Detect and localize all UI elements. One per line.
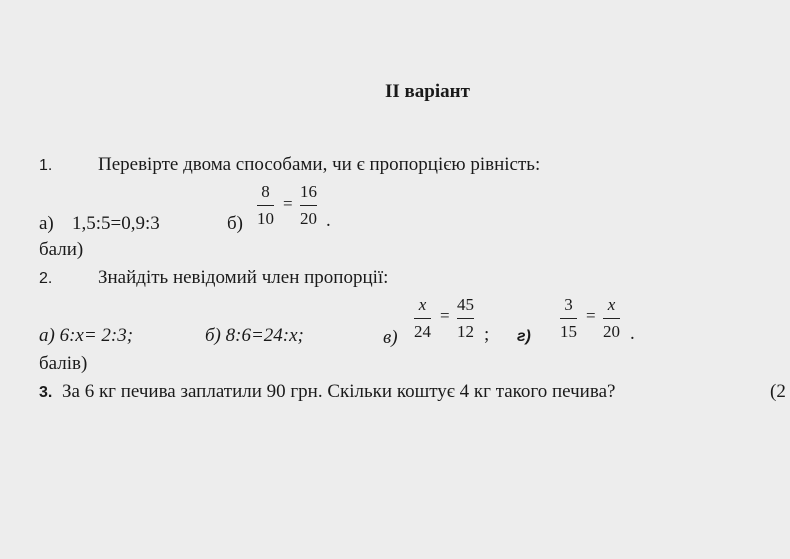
task1-b-equals: =: [283, 194, 293, 213]
task2-v-end: ;: [484, 324, 490, 345]
task1-b-end: .: [326, 210, 331, 231]
task1-b-fraction-left: [257, 183, 274, 227]
task3-number: 3.: [39, 384, 53, 401]
task2-g-fraction-left: [560, 296, 577, 340]
fraction-denominator: 24: [414, 322, 431, 341]
fraction-bar: [257, 205, 274, 206]
task1-b-fraction-right: [300, 183, 317, 227]
page-title: II варіант: [385, 81, 470, 102]
task2-v-fraction-right: [457, 296, 474, 340]
task2-v-label: в): [383, 327, 398, 348]
fraction-numerator: 8: [261, 182, 270, 201]
task1-points: бали): [39, 239, 84, 260]
task2-g-label: г): [517, 328, 531, 345]
fraction-denominator: 20: [300, 209, 317, 228]
task1-a-expression: 1,5:5=0,9:3: [72, 213, 160, 234]
fraction-bar: [300, 205, 317, 206]
task2-b-expression: б) 8:6=24:х;: [205, 325, 304, 346]
fraction-numerator: 45: [457, 295, 474, 314]
task2-v-equals: =: [440, 306, 450, 325]
task2-number: 2.: [39, 270, 53, 287]
task1-number: 1.: [39, 157, 53, 174]
fraction-denominator: 10: [257, 209, 274, 228]
task2-text: Знайдіть невідомий член пропорції:: [98, 267, 389, 288]
fraction-numerator: 16: [300, 182, 317, 201]
fraction-denominator: 12: [457, 322, 474, 341]
task2-points: балів): [39, 353, 88, 374]
fraction-numerator: 3: [564, 295, 573, 314]
task3-text: За 6 кг печива заплатили 90 грн. Скільки коштує 4 кг такого печива?: [62, 381, 616, 402]
fraction-numerator: x: [607, 295, 616, 314]
fraction-bar: [603, 318, 620, 319]
task1-b-label: б): [227, 213, 243, 234]
fraction-numerator: x: [418, 295, 427, 314]
task2-v-fraction-left: [414, 296, 431, 340]
task2-g-fraction-right: [603, 296, 620, 340]
fraction-bar: [457, 318, 474, 319]
task2-a-expression: а) 6:х= 2:3;: [39, 325, 134, 346]
task1-a-label: а): [39, 213, 54, 234]
task2-g-equals: =: [586, 306, 596, 325]
fraction-denominator: 15: [560, 322, 577, 341]
task3-points: (2: [770, 381, 786, 402]
fraction-denominator: 20: [603, 322, 620, 341]
fraction-bar: [560, 318, 577, 319]
task2-g-end: .: [630, 323, 635, 344]
task1-text: Перевірте двома способами, чи є пропорцією рівність:: [98, 154, 541, 175]
fraction-bar: [414, 318, 431, 319]
